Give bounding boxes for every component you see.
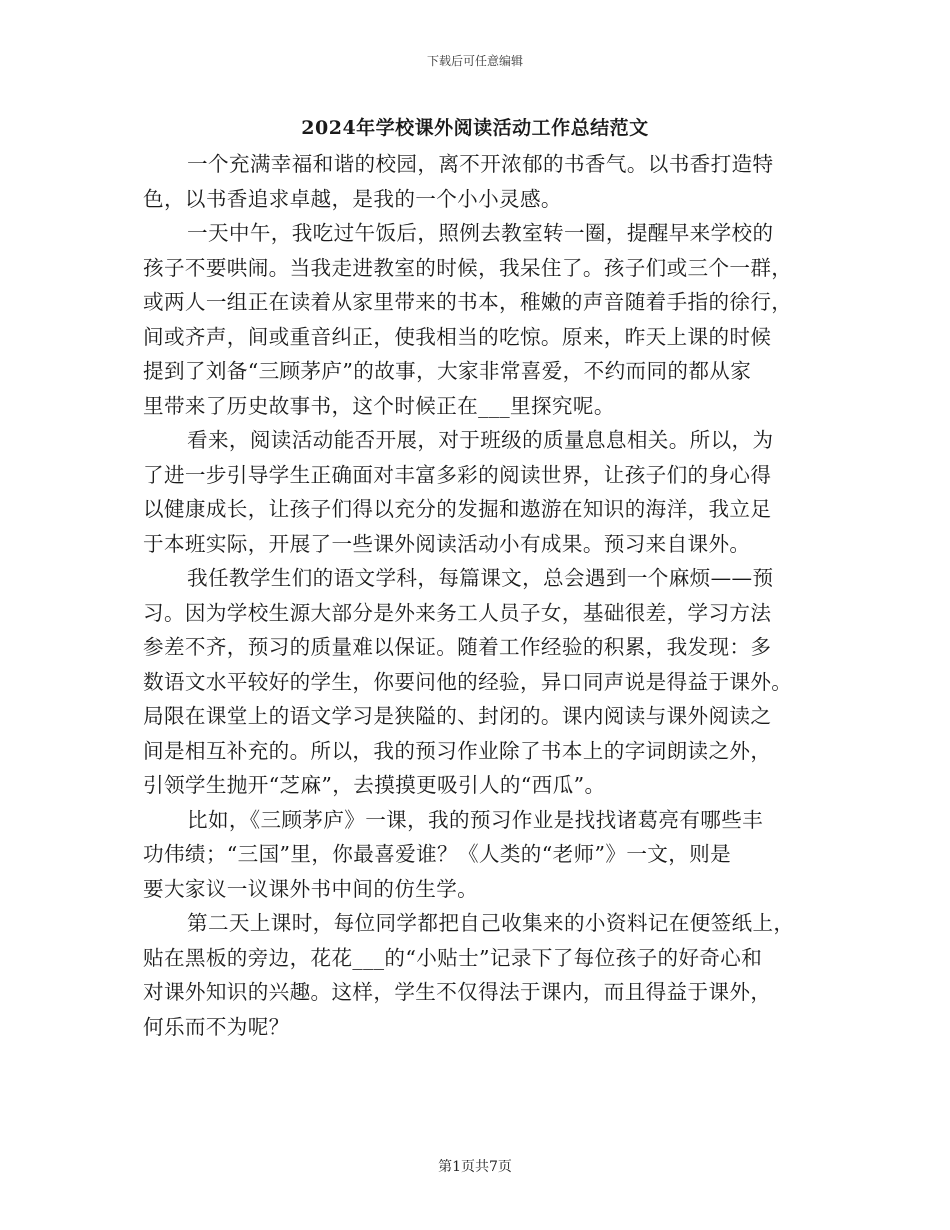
body-line: 提到了刘备“三顾茅庐”的故事，大家非常喜爱，不约而同的都从家 (143, 359, 752, 383)
body-line: 比如，《三顾茅庐》一课，我的预习作业是找找诸葛亮有哪些丰 (187, 807, 764, 832)
body-line: 间或齐声，间或重音纠正，使我相当的吃惊。原来，昨天上课的时候 (143, 324, 772, 349)
body-line: 色，以书香追求卓越，是我的一个小小灵感。 (143, 186, 562, 211)
document-title: 2024年学校课外阅读活动工作总结范文 (301, 117, 649, 139)
body-line: 功伟绩；“三国”里，你最喜爱谁？《人类的“老师”》一文，则是 (143, 842, 732, 866)
body-line: 或两人一组正在读着从家里带来的书本，稚嫩的声音随着手指的徐行， (143, 290, 793, 314)
body-line: 贴在黑板的旁边，花花___的“小贴士”记录下了每位孩子的好奇心和 (143, 945, 763, 970)
body-line: 了进一步引导学生正确面对丰富多彩的阅读世界，让孩子们的身心得 (143, 462, 772, 487)
body-line: 于本班实际，开展了一些课外阅读活动小有成果。预习来自课外。 (143, 531, 751, 556)
body-line: 数语文水平较好的学生，你要问他的经验，异口同声说是得益于课外。 (143, 669, 793, 694)
body-line: 一个充满幸福和谐的校园，离不开浓郁的书香气。以书香打造特 (187, 152, 774, 176)
page-number: 第1页共7页 (438, 1159, 512, 1175)
document-body (143, 147, 808, 1044)
page-header-note: 下载后可任意编辑 (426, 54, 523, 68)
body-line: 对课外知识的兴趣。这样，学生不仅得法于课内，而且得益于课外， (143, 980, 772, 1004)
body-line: 习。因为学校生源大部分是外来务工人员子女，基础很差，学习方法 (143, 600, 772, 625)
body-line: 第二天上课时，每位同学都把自己收集来的小资料记在便签纸上， (187, 911, 795, 935)
body-line: 我任教学生们的语文学科，每篇课文，总会遇到一个麻烦——预 (187, 566, 774, 590)
body-line: 间是相互补充的。所以，我的预习作业除了书本上的字词朗读之外， (143, 738, 772, 763)
body-line: 引领学生抛开“芝麻”，去摸摸更吸引人的“西瓜”。 (143, 773, 606, 797)
body-line: 参差不齐，预习的质量难以保证。随着工作经验的积累，我发现：多 (143, 635, 772, 659)
body-line: 以健康成长，让孩子们得以充分的发掘和遨游在知识的海洋，我立足 (143, 497, 772, 521)
body-line: 一天中午，我吃过午饭后，照例去教室转一圈，提醒早来学校的 (187, 221, 774, 245)
body-line: 何乐而不为呢？ (143, 1014, 290, 1039)
body-line: 里带来了历史故事书，这个时候正在___里探究呢。 (143, 393, 615, 418)
body-line: 看来，阅读活动能否开展，对于班级的质量息息相关。所以，为 (187, 428, 774, 452)
body-line: 要大家议一议课外书中间的仿生学。 (143, 876, 479, 901)
body-line: 局限在课堂上的语文学习是狭隘的、封闭的。课内阅读与课外阅读之 (143, 704, 772, 728)
body-line: 孩子不要哄闹。当我走进教室的时候，我呆住了。孩子们或三个一群， (143, 255, 793, 280)
